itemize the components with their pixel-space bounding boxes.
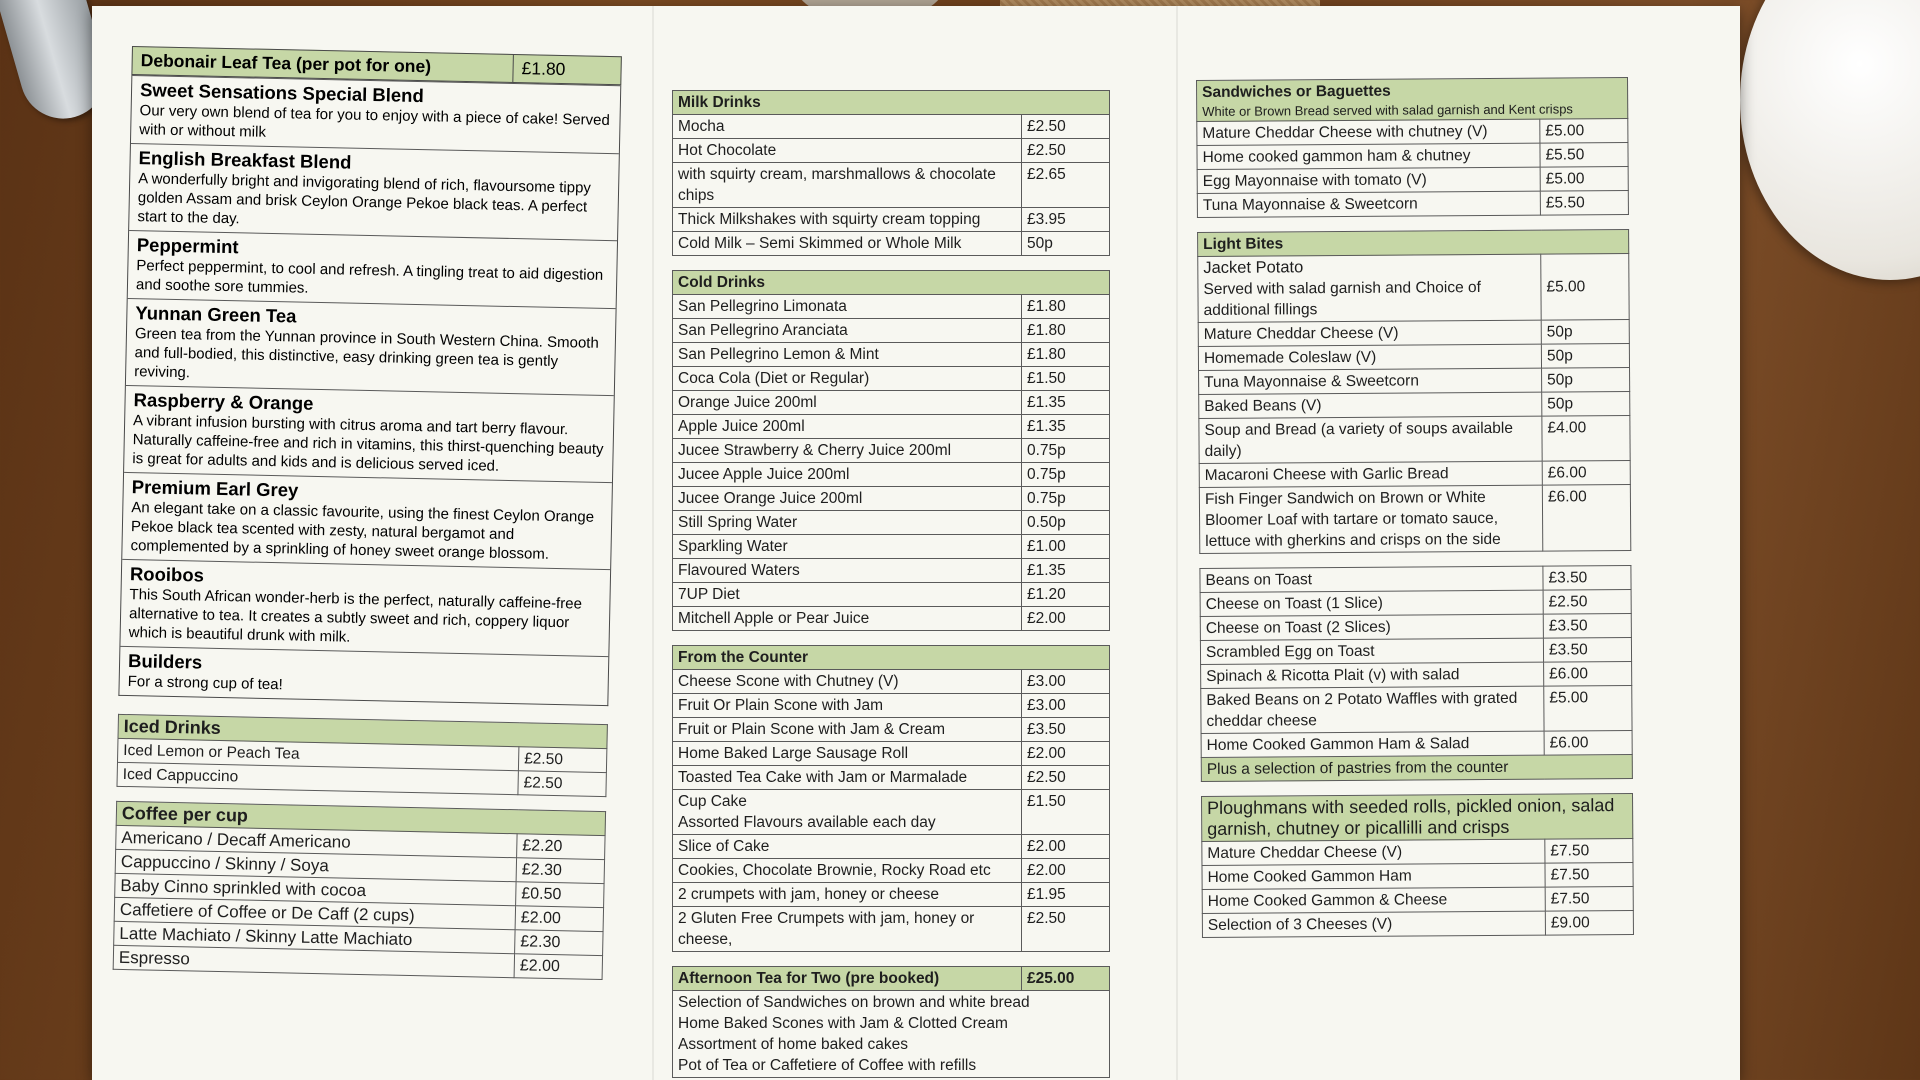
item-price: £5.50 — [1540, 190, 1628, 215]
fold-line — [1176, 6, 1178, 1080]
menu-row — [673, 670, 1110, 694]
menu-row — [673, 835, 1110, 859]
menu-row — [673, 487, 1110, 511]
section-subtitle: White or Brown Bread served with salad garnish and Kent crisps — [1202, 101, 1573, 119]
item-name: San Pellegrino Aranciata — [673, 319, 1022, 343]
item-name: Spinach & Ricotta Plait (v) with salad — [1201, 662, 1544, 688]
item-price: £3.50 — [1543, 637, 1631, 662]
item-name: Caffetiere of Coffee or De Caff (2 cups) — [114, 897, 515, 929]
menu-row — [673, 790, 1110, 835]
menu-row — [1202, 910, 1633, 937]
section-title: Sandwiches or Baguettes — [1202, 82, 1391, 101]
item-price: 0.50p — [1022, 511, 1110, 535]
item-name: Mocha — [673, 115, 1022, 139]
item-name: 2 Gluten Free Crumpets with jam, honey or cheese, — [673, 907, 1022, 952]
item-name: Latte Machiato / Skinny Latte Machiato — [114, 921, 515, 953]
tea-desc: A vibrant infusion bursting with citrus aroma and tart berry flavour. Naturally caffeine-free and rich in vitamins, this thirst-quenching beauty is great for adults and kids and is delicious served iced. — [132, 412, 604, 475]
item-price: £6.00 — [1544, 730, 1632, 755]
tea-desc: For a strong cup of tea! — [127, 673, 283, 694]
item-price: £1.20 — [1022, 583, 1110, 607]
menu-row — [673, 139, 1110, 163]
menu-sheet — [92, 6, 1740, 1080]
item-price: £2.50 — [518, 747, 606, 773]
tea-item — [126, 298, 616, 395]
item-price: £6.00 — [1544, 661, 1632, 686]
menu-row — [1201, 730, 1632, 757]
item-price: £5.00 — [1544, 685, 1632, 731]
section-title: Cold Drinks — [673, 271, 1110, 295]
section-footer: Plus a selection of pastries from the counter — [1201, 754, 1632, 781]
menu-row — [673, 907, 1110, 952]
tea-item — [122, 472, 612, 569]
item-price: £7.50 — [1545, 838, 1633, 863]
item-name: Jucee Apple Juice 200ml — [673, 463, 1022, 487]
menu-row — [673, 115, 1110, 139]
item-price: £2.50 — [1543, 589, 1631, 614]
menu-row — [1199, 460, 1630, 487]
tea-desc: A wonderfully bright and invigorating blend of rich, flavoursome tippy golden Assam and brisk Ceylon Orange Pekoe black teas. A perfect start to the day. — [137, 170, 592, 228]
section-title: Afternoon Tea for Two (pre booked) — [673, 967, 1022, 991]
section-title: From the Counter — [673, 646, 1110, 670]
item-name: San Pellegrino Lemon & Mint — [673, 343, 1022, 367]
item-price: £5.00 — [1541, 253, 1629, 320]
section-title: Ploughmans with seeded rolls, pickled onion, salad garnish, chutney or picallilli and crisps — [1202, 793, 1633, 841]
item-price: £0.50 — [516, 882, 604, 908]
item-price: £1.35 — [1022, 391, 1110, 415]
item-sub: Assorted Flavours available each day — [678, 814, 936, 831]
counter-table — [672, 645, 1110, 952]
item-name: Mature Cheddar Cheese with chutney (V) — [1197, 119, 1540, 145]
item-price: £3.50 — [1022, 718, 1110, 742]
menu-row — [1202, 886, 1633, 913]
item-name: Fish Finger Sandwich on Brown or White Bloomer Loaf with tartare or tomato sauce, lettuce with gherkins and crisps on the side — [1199, 485, 1542, 553]
panel-right — [1196, 77, 1634, 952]
item-price: £7.50 — [1545, 886, 1633, 911]
item-price: £2.00 — [1022, 607, 1110, 631]
item-price: 50p — [1542, 367, 1630, 392]
coffee-table — [113, 801, 606, 980]
menu-row — [673, 319, 1110, 343]
item-name: with squirty cream, marshmallows & chocolate chips — [673, 163, 1022, 208]
item-price: £1.95 — [1022, 883, 1110, 907]
item-name: Cold Milk – Semi Skimmed or Whole Milk — [673, 232, 1022, 256]
menu-row — [673, 163, 1110, 208]
item-name — [1198, 254, 1541, 322]
item-price: £2.00 — [515, 906, 603, 932]
item-name — [673, 790, 1022, 835]
item-price: £3.50 — [1543, 613, 1631, 638]
item-price: £2.30 — [515, 930, 603, 956]
item-name: Iced Lemon or Peach Tea — [117, 738, 518, 770]
item-name: Flavoured Waters — [673, 559, 1022, 583]
item-name-text: Jacket Potato — [1203, 258, 1304, 277]
tea-item — [129, 143, 619, 240]
item-name: Americano / Decaff Americano — [116, 825, 517, 857]
item-price: £3.00 — [1022, 694, 1110, 718]
item-name: Orange Juice 200ml — [673, 391, 1022, 415]
menu-row — [1200, 637, 1631, 664]
item-price: 50p — [1541, 319, 1629, 344]
item-price: £1.80 — [1022, 295, 1110, 319]
item-price: £2.65 — [1022, 163, 1110, 208]
item-name: Cheese on Toast (2 Slices) — [1200, 614, 1543, 640]
item-name: Homemade Coleslaw (V) — [1198, 344, 1541, 370]
item-name: Apple Juice 200ml — [673, 415, 1022, 439]
item-price: 0.75p — [1022, 463, 1110, 487]
item-price: £2.00 — [1022, 859, 1110, 883]
tea-list — [118, 75, 621, 706]
item-name: Hot Chocolate — [673, 139, 1022, 163]
item-price: £2.30 — [516, 858, 604, 884]
panel-left — [112, 46, 622, 994]
tea-desc: Perfect peppermint, to cool and refresh. A tingling treat to aid digestion and soothe sore tummies. — [135, 257, 604, 297]
iced-drinks-table — [116, 714, 607, 797]
item-sub: Served with salad garnish and Choice of additional fillings — [1203, 279, 1481, 319]
menu-row — [673, 718, 1110, 742]
menu-row — [673, 742, 1110, 766]
item-price: £6.00 — [1542, 484, 1630, 551]
toast-table — [1199, 565, 1632, 782]
menu-row — [1197, 118, 1628, 145]
item-price: 50p — [1541, 343, 1629, 368]
item-price: £1.80 — [1022, 343, 1110, 367]
section-title: Iced Drinks — [118, 714, 607, 748]
menu-row — [1201, 685, 1632, 733]
item-price: £2.00 — [1022, 835, 1110, 859]
item-name: Still Spring Water — [673, 511, 1022, 535]
item-name: Cheese Scone with Chutney (V) — [673, 670, 1022, 694]
section-title: Light Bites — [1198, 229, 1629, 256]
line: Selection of Sandwiches on brown and white bread — [678, 994, 1030, 1011]
tea-item — [128, 230, 617, 308]
item-price: £1.50 — [1022, 367, 1110, 391]
item-price: £2.50 — [1022, 766, 1110, 790]
item-name: Home Baked Large Sausage Roll — [673, 742, 1022, 766]
menu-row — [673, 883, 1110, 907]
item-price: 0.75p — [1022, 439, 1110, 463]
menu-row — [1202, 862, 1633, 889]
menu-row — [673, 583, 1110, 607]
tea-name: Rooibos — [129, 563, 205, 586]
item-name: Tuna Mayonnaise & Sweetcorn — [1199, 368, 1542, 394]
item-name: Baby Cinno sprinkled with cocoa — [115, 873, 516, 905]
tea-item — [120, 559, 610, 656]
menu-row — [673, 766, 1110, 790]
item-price: £4.00 — [1542, 415, 1630, 461]
item-name: Home Cooked Gammon Ham — [1202, 863, 1545, 889]
panel-middle — [672, 90, 1110, 1080]
ploughmans-table — [1201, 793, 1634, 938]
tea-name: Raspberry & Orange — [133, 389, 314, 414]
item-price: £25.00 — [1022, 967, 1110, 991]
item-name: Mature Cheddar Cheese (V) — [1202, 839, 1545, 865]
item-price: £3.00 — [1022, 670, 1110, 694]
price: £1.80 — [512, 55, 621, 84]
cold-drinks-table — [672, 270, 1110, 631]
item-name: Iced Cappuccino — [117, 762, 518, 794]
menu-row — [673, 559, 1110, 583]
item-name: Fruit or Plain Scone with Jam & Cream — [673, 718, 1022, 742]
menu-row — [673, 232, 1110, 256]
menu-row — [673, 991, 1110, 1078]
item-price: £5.00 — [1540, 118, 1628, 143]
menu-row — [1199, 367, 1630, 394]
section-header — [1197, 77, 1628, 121]
menu-row — [673, 415, 1110, 439]
item-name: Cookies, Chocolate Brownie, Rocky Road etc — [673, 859, 1022, 883]
menu-row — [1201, 661, 1632, 688]
item-price: £1.35 — [1022, 415, 1110, 439]
item-name: Sparkling Water — [673, 535, 1022, 559]
section-title: Debonair Leaf Tea (per pot for one) — [140, 50, 432, 77]
menu-row — [1198, 343, 1629, 370]
item-price: £1.80 — [1022, 319, 1110, 343]
plate — [1740, 0, 1920, 280]
item-name: Cappuccino / Skinny / Soya — [115, 849, 516, 881]
menu-row — [1199, 484, 1630, 553]
item-name: Coca Cola (Diet or Regular) — [673, 367, 1022, 391]
menu-row — [673, 694, 1110, 718]
item-name: Egg Mayonnaise with tomato (V) — [1197, 167, 1540, 193]
item-name: Fruit Or Plain Scone with Jam — [673, 694, 1022, 718]
sandwiches-table — [1196, 77, 1629, 218]
menu-row — [673, 295, 1110, 319]
item-name: Thick Milkshakes with squirty cream topping — [673, 208, 1022, 232]
menu-row — [1200, 613, 1631, 640]
tea-item — [124, 385, 614, 482]
milk-drinks-table — [672, 90, 1110, 256]
menu-row — [1202, 838, 1633, 865]
item-name: 2 crumpets with jam, honey or cheese — [673, 883, 1022, 907]
line: Assortment of home baked cakes — [678, 1036, 909, 1053]
item-name: Selection of 3 Cheeses (V) — [1202, 911, 1545, 937]
item-price: £7.50 — [1545, 862, 1633, 887]
item-price: £2.00 — [1022, 742, 1110, 766]
tea-name: Sweet Sensations Special Blend — [139, 79, 425, 107]
item-price: 50p — [1542, 391, 1630, 416]
menu-row — [1197, 142, 1628, 169]
item-name: Home Cooked Gammon Ham & Salad — [1201, 731, 1544, 757]
menu-row — [1197, 190, 1628, 217]
item-name: Jucee Orange Juice 200ml — [673, 487, 1022, 511]
item-name: Tuna Mayonnaise & Sweetcorn — [1197, 191, 1540, 217]
item-name-text: Cup Cake — [678, 793, 747, 810]
item-price: £2.50 — [518, 771, 606, 797]
menu-row — [1199, 415, 1630, 463]
item-price: £1.35 — [1022, 559, 1110, 583]
item-name: 7UP Diet — [673, 583, 1022, 607]
item-price: £3.50 — [1543, 565, 1631, 590]
item-price: £2.50 — [1022, 907, 1110, 952]
menu-row — [673, 535, 1110, 559]
menu-row — [1198, 319, 1629, 346]
menu-row — [673, 607, 1110, 631]
section-title: Milk Drinks — [673, 91, 1110, 115]
tea-item — [119, 646, 608, 705]
item-name: Toasted Tea Cake with Jam or Marmalade — [673, 766, 1022, 790]
menu-row — [673, 859, 1110, 883]
tea-item — [131, 75, 620, 153]
tea-desc: Our very own blend of tea for you to enjoy with a piece of cake! Served with or without milk — [139, 102, 610, 141]
menu-row — [673, 391, 1110, 415]
item-price: £5.50 — [1540, 142, 1628, 167]
item-price: £1.00 — [1022, 535, 1110, 559]
tea-name: Peppermint — [136, 234, 239, 258]
menu-row — [1199, 391, 1630, 418]
item-name: Cheese on Toast (1 Slice) — [1200, 590, 1543, 616]
item-name: Mitchell Apple or Pear Juice — [673, 607, 1022, 631]
menu-row — [673, 367, 1110, 391]
item-price: £2.00 — [514, 954, 602, 980]
item-price: £9.00 — [1545, 910, 1633, 935]
item-name: Home cooked gammon ham & chutney — [1197, 143, 1540, 169]
menu-row — [673, 463, 1110, 487]
item-price: 50p — [1022, 232, 1110, 256]
item-name: Scrambled Egg on Toast — [1200, 638, 1543, 664]
menu-row — [673, 208, 1110, 232]
afternoon-lines — [673, 991, 1110, 1078]
light-bites-table — [1197, 229, 1631, 554]
afternoon-tea-table — [672, 966, 1110, 1078]
menu-row — [1200, 589, 1631, 616]
item-price: £2.50 — [1022, 115, 1110, 139]
menu-row — [673, 439, 1110, 463]
item-price: £5.00 — [1540, 166, 1628, 191]
line: Home Baked Scones with Jam & Clotted Cream — [678, 1015, 1008, 1032]
item-price: £6.00 — [1542, 460, 1630, 485]
item-price: £2.50 — [1022, 139, 1110, 163]
menu-row — [1198, 253, 1629, 322]
tea-name: English Breakfast Blend — [138, 147, 352, 173]
item-name: Slice of Cake — [673, 835, 1022, 859]
line: Pot of Tea or Caffetiere of Coffee with refills — [678, 1057, 977, 1074]
menu-row — [1197, 166, 1628, 193]
item-name: Espresso — [113, 945, 514, 977]
menu-row — [673, 343, 1110, 367]
tea-desc: Green tea from the Yunnan province in South Western China. Smooth and full-bodied, this distinctive, easy drinking green tea is gently reviving. — [134, 325, 599, 382]
tea-name: Premium Earl Grey — [131, 476, 299, 501]
item-price: 0.75p — [1022, 487, 1110, 511]
tea-name: Builders — [127, 650, 203, 673]
item-price: £1.50 — [1022, 790, 1110, 835]
item-name: Macaroni Cheese with Garlic Bread — [1199, 461, 1542, 487]
item-name: Home Cooked Gammon & Cheese — [1202, 887, 1545, 913]
fold-line — [652, 6, 654, 1080]
menu-row — [1200, 565, 1631, 592]
tea-desc: This South African wonder-herb is the perfect, naturally caffeine-free alternative to tea. It creates a subtly sweet and rich, coppery liquor which is beautiful drunk with milk. — [128, 586, 583, 646]
item-name: Jucee Strawberry & Cherry Juice 200ml — [673, 439, 1022, 463]
item-price: £2.20 — [517, 834, 605, 860]
tea-name: Yunnan Green Tea — [135, 302, 297, 327]
item-name: Baked Beans (V) — [1199, 392, 1542, 418]
menu-row — [673, 511, 1110, 535]
item-name: Soup and Bread (a variety of soups available daily) — [1199, 416, 1542, 463]
item-price: £3.95 — [1022, 208, 1110, 232]
item-name: San Pellegrino Limonata — [673, 295, 1022, 319]
section-title: Coffee per cup — [116, 801, 605, 835]
item-name: Mature Cheddar Cheese (V) — [1198, 320, 1541, 346]
item-name: Beans on Toast — [1200, 566, 1543, 592]
tea-desc: An elegant take on a classic favourite, using the finest Ceylon Orange Pekoe black tea scented with zesty, natural bergamot and complemented by a sprinkling of honey sweet orange blossom. — [130, 499, 595, 563]
item-name: Baked Beans on 2 Potato Waffles with grated cheddar cheese — [1201, 686, 1544, 733]
